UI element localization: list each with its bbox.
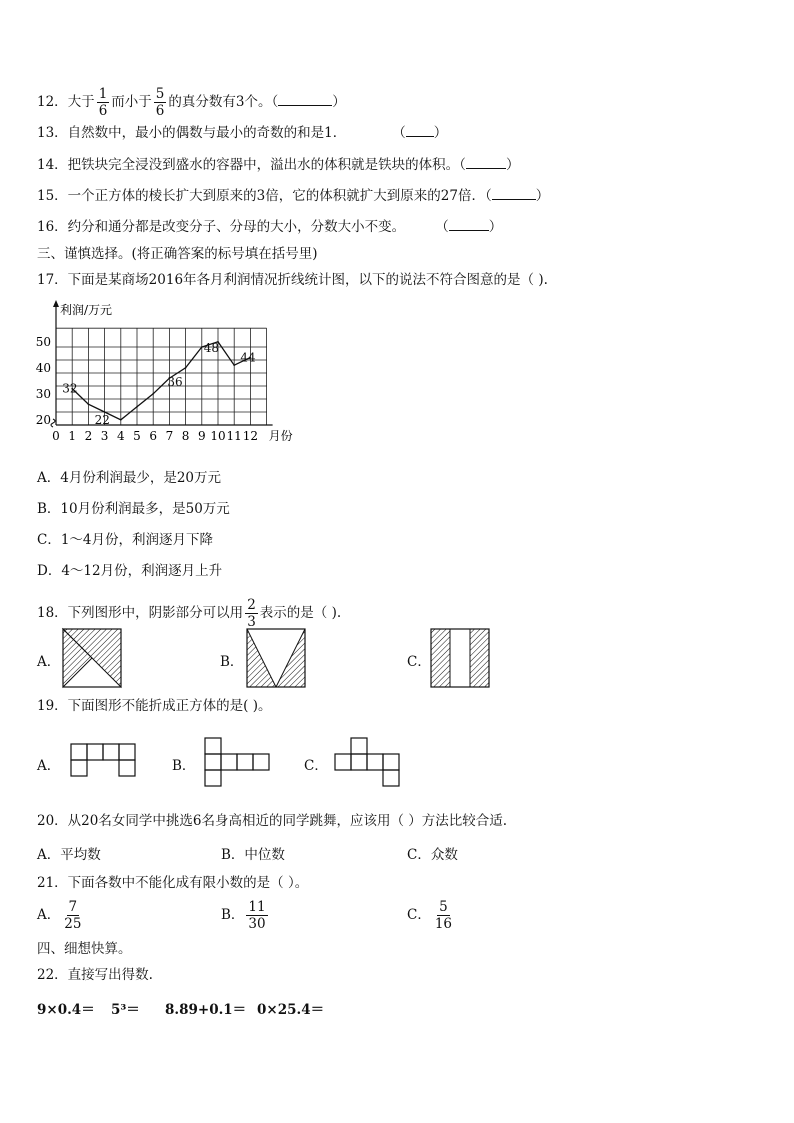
profit-line-chart: [30, 298, 293, 448]
axis-break-icon: [51, 419, 55, 427]
answer-blank[interactable]: [466, 156, 506, 169]
q18-option-c-label: C．: [407, 654, 431, 670]
fraction-11-30: [246, 899, 267, 932]
option-label: C．: [407, 907, 431, 923]
q20-option-a: A．平均数: [37, 847, 101, 863]
cube-net-a: [70, 743, 140, 779]
fraction-5-6: [154, 86, 167, 119]
y-tick-label: 50: [35, 334, 51, 349]
question-21: 21．下面各数中不能化成有限小数的是（ ）。: [37, 875, 309, 891]
data-point: [152, 393, 154, 395]
answer-blank[interactable]: [406, 124, 434, 137]
y-axis-label: 利润/万元: [60, 303, 113, 317]
fraction-1-6: [97, 86, 110, 119]
shaded-square-figure-a: [62, 628, 122, 688]
q12-post: 的真分数有3个。（: [168, 94, 279, 110]
q12-number: 12．: [37, 94, 68, 110]
question-19: 19．下面图形不能折成正方体的是( )。: [37, 698, 272, 714]
x-tick-label: 5: [133, 429, 141, 443]
q16-close: ）: [488, 219, 503, 235]
question-22: 22．直接写出得数.: [37, 967, 153, 983]
x-tick-label: 0: [52, 429, 60, 443]
fraction-7-25: [62, 899, 83, 932]
calc-item-1: 9×0.4＝: [37, 1002, 95, 1018]
question-17: 17．下面是某商场2016年各月利润情况折线统计图，以下的说法不符合图意的是（ ).: [37, 272, 548, 288]
x-tick-label: 12: [242, 429, 259, 443]
profit-series-line: [72, 342, 250, 420]
data-point: [88, 403, 90, 405]
x-tick-label: 10: [210, 429, 226, 443]
x-tick-label: 2: [84, 429, 93, 443]
data-label: 32: [62, 381, 78, 396]
option-label: B．: [221, 907, 245, 923]
fraction-numerator: 2: [247, 597, 256, 613]
option-label: A．: [37, 907, 61, 923]
y-tick-label: 20: [35, 412, 51, 427]
q21-option-b: [221, 899, 270, 932]
calc-item-2: 5³＝: [111, 1002, 140, 1018]
calc-item-4: 0×25.4＝: [257, 1002, 325, 1018]
question-16: [37, 218, 502, 236]
fraction-numerator: 5: [439, 899, 448, 915]
x-tick-label: 3: [100, 429, 109, 443]
x-tick-label: 8: [181, 429, 190, 443]
q20-option-c: C．众数: [407, 847, 458, 863]
question-12: [37, 86, 346, 119]
x-axis-label: 月份: [268, 429, 293, 443]
y-tick-label: 40: [35, 360, 51, 375]
q16-text: 16．约分和通分都是改变分子、分母的大小，分数大小不变。: [37, 219, 406, 235]
data-point: [201, 346, 203, 348]
q13-open: （: [392, 125, 406, 141]
calc-item-3: 8.89+0.1＝: [165, 1002, 247, 1018]
section-3-heading: 三、谨慎选择。(将正确答案的标号填在括号里): [37, 246, 318, 262]
question-15: [37, 187, 549, 205]
q18-option-a-label: A．: [37, 654, 61, 670]
answer-blank[interactable]: [492, 187, 536, 200]
question-18: [37, 597, 341, 630]
data-label: 36: [167, 375, 183, 390]
fraction-denominator: 3: [247, 614, 256, 630]
fraction-numerator: 7: [68, 899, 78, 915]
q17-option-c: C．1～4月份，利润逐月下降: [37, 532, 214, 548]
q13-close: ）: [433, 125, 448, 141]
q12-close: ）: [332, 94, 346, 110]
q12-pre: 大于: [67, 94, 95, 110]
q15-text: 15．一个正方体的棱长扩大到原来的3倍，它的体积就扩大到原来的27倍．（: [37, 188, 492, 204]
q19-option-c-label: C．: [304, 758, 328, 774]
q20-option-b: B．中位数: [221, 847, 285, 863]
fraction-2-3: [245, 597, 258, 630]
data-point: [120, 419, 122, 421]
x-tick-label: 1: [68, 429, 77, 443]
q19-option-b-label: B．: [172, 758, 196, 774]
q16-open: （: [435, 219, 449, 235]
q21-option-c: [407, 899, 456, 932]
q18-post: 表示的是（ ).: [259, 605, 342, 621]
fraction-denominator: 6: [155, 103, 165, 119]
q17-option-b: B．10月份利润最多，是50万元: [37, 501, 230, 517]
shaded-square-figure-b: [246, 628, 306, 688]
x-tick-label: 4: [116, 429, 125, 443]
data-label: 44: [240, 350, 256, 365]
data-point: [185, 367, 187, 369]
q21-option-a: [37, 899, 85, 932]
fraction-numerator: 5: [155, 86, 165, 102]
q17-option-d: D．4～12月份，利润逐月上升: [37, 563, 223, 579]
q18-pre: 18．下列图形中，阴影部分可以用: [37, 605, 244, 621]
fraction-denominator: 25: [64, 916, 82, 932]
question-20: 20．从20名女同学中挑选6名身高相近的同学跳舞，应该用（ ）方法比较合适.: [37, 813, 508, 829]
q14-close: ）: [505, 157, 520, 173]
q13-text: 13．自然数中，最小的偶数与最小的奇数的和是1．: [37, 125, 347, 141]
answer-blank[interactable]: [278, 93, 332, 106]
answer-blank[interactable]: [449, 218, 489, 231]
shaded-square-figure-c: [430, 628, 490, 688]
fraction-numerator: 11: [248, 899, 266, 915]
q18-option-b-label: B．: [220, 654, 244, 670]
x-tick-label: 7: [165, 429, 174, 443]
x-tick-label: 6: [149, 429, 158, 443]
x-tick-label: 9: [197, 429, 206, 443]
data-label: 22: [94, 413, 110, 427]
q15-close: ）: [535, 188, 550, 204]
fraction-5-16: [433, 899, 454, 932]
question-14: [37, 156, 519, 174]
fraction-denominator: 6: [98, 103, 108, 119]
q14-text: 14．把铁块完全浸没到盛水的容器中，溢出水的体积就是铁块的体积。（: [37, 157, 466, 173]
data-label: 48: [203, 341, 220, 355]
q12-mid: 而小于: [111, 94, 152, 110]
y-tick-label: 30: [35, 386, 51, 401]
cube-net-c: [334, 737, 404, 789]
fraction-denominator: 16: [434, 916, 453, 932]
cube-net-b: [204, 737, 274, 789]
y-axis-arrow-icon: [53, 300, 59, 307]
fraction-denominator: 30: [248, 916, 266, 932]
section-4-heading: 四、细想快算。: [37, 941, 132, 957]
q17-option-a: A．4月份利润最少，是20万元: [37, 470, 222, 486]
data-point: [233, 364, 235, 366]
x-tick-label: 11: [226, 429, 242, 443]
fraction-numerator: 1: [98, 86, 108, 102]
data-point: [136, 406, 138, 408]
q19-option-a-label: A．: [37, 758, 61, 774]
question-13: [37, 124, 447, 142]
